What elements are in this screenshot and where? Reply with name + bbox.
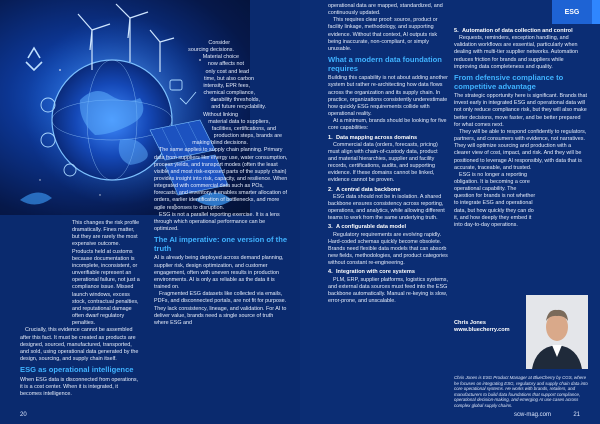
author-bio: Chris Jones is ESG Product Manager at BlueCherry by CGS, where he focuses on integrating ESG, regulatory and supply chain data into core operational systems. He works with brands, retailers, and manufacturers to build data foundations that support compliance, operational decision-making, and emerging AI use cases across complex global supply chains.: [454, 375, 588, 408]
wrap-line: and future recyclability.: [211, 104, 266, 111]
right-col1-para-4: At a minimum, brands should be looking for five core capabilities:: [328, 118, 447, 132]
author-photo: [526, 295, 588, 369]
wrap-line: durability thresholds,: [210, 97, 260, 104]
author-website-link[interactable]: www.bluecherry.com: [454, 327, 510, 333]
left-col1-para-1: This changes the risk profile dramatically. Fines matter, but they are rarely the most expensive outcome. Products held at customs because documentation is incomplete, inconsistent, or unverifiable represent an operational failure, not just a compliance issue. Missed launch windows, excess stock, contractual penalties, and reputational damage often dwarf regulatory penalties.: [72, 220, 140, 327]
capability-1-body: Commercial data (orders, forecasts, pricing) must align with chain-of-custody data, product and material hierarchies, supplier and facility records, certifications, audits, and supporting evidence. If these domains cannot be linked, evidence cannot be proven.: [328, 141, 438, 184]
right-col1-para-2: This requires clear proof: source, product or facility linkage, methodology, and supporting evidence. Without that context, AI outputs risk being inaccurate, non-compliant, or simply unusable.: [328, 17, 438, 52]
wrap-line: intensity, EPR fees,: [203, 82, 250, 89]
capability-2-body: ESG data should not be in isolation. A shared backbone ensures consistency across reporting, operations, and analytics, while allowing different teams to work from the same underlying truth.: [328, 193, 445, 222]
left-col1-para-2: Crucially, this evidence cannot be assembled after this fact. It must be created as products are designed, sourced, manufactured, transported, and sold, using operational data generated by the design, sourcing, and supply chain itself.: [20, 327, 139, 362]
wrap-line: Consider: [208, 40, 230, 46]
right-col1-heading: What a modern data foundation requires: [328, 55, 442, 73]
capability-5-title: [454, 28, 588, 35]
left-col2-para-2: ESG is not a parallel reporting exercise. It is a lens through which operational performance can be optimized.: [154, 211, 280, 233]
capability-2-num: 2.: [328, 186, 333, 193]
section-tag: [552, 0, 592, 24]
author-box: [454, 295, 588, 408]
wrap-line: facilities, certifications, and: [211, 125, 276, 132]
capability-5-body: Requests, reminders, exception handling, and validation workflows are essential, particularly when dealing with multi-tier supplier networks. Automation reduces friction for brands and suppliers while improving data completeness and quality.: [454, 35, 579, 70]
capability-3-num: 3.: [328, 224, 333, 231]
wrap-line: material data to suppliers,: [208, 118, 270, 125]
capability-5-title-text: Automation of data collection and control: [462, 28, 573, 34]
website-footer: scw-mag.com: [514, 412, 552, 418]
right-col-2: [454, 28, 588, 229]
capability-4-num: 4.: [328, 269, 333, 276]
right-page-number: 21: [573, 412, 580, 418]
capability-4-title-text: Integration with core systems: [336, 269, 415, 276]
section-tag-bar: [592, 0, 600, 24]
left-col1-para-3: When ESG data is disconnected from operations, it is a cost center. When it is integrated, it becomes intelligence.: [20, 376, 139, 398]
wrap-line: chemical compliance,: [203, 90, 255, 97]
right-col1-para-1: operational data are mapped, standardized, and continuously updated.: [328, 3, 443, 17]
capability-1-num: 1.: [328, 134, 333, 141]
left-col2-wrapped-text: [154, 40, 288, 147]
wrap-line: making blind decisions.: [192, 140, 248, 147]
right-col2-heading: From defensive compliance to competitive advantage: [454, 72, 564, 91]
left-col1-heading: ESG as operational intelligence: [20, 365, 134, 375]
wrap-line: now affects not: [207, 61, 244, 68]
right-col2-para-2: They will be able to respond confidently to regulators, partners, and consumers with evidence, not narratives. They will optimize sourcing and production with a clearer view of cost, impact, and risk. And they will be positioned to leverage AI responsibly, with data that is accurate, traceable, and trusted.: [454, 128, 587, 171]
wrap-line: time, but also carbon: [203, 75, 254, 82]
left-col-2: [154, 40, 288, 327]
right-col2-para-3: ESG is no longer a reporting obligation. It is becoming a core operational capability. The question for brands is not whether to integrate ESG and operational data, but how quickly they can do it, and how deeply they embed it into day-to-day operations.: [454, 171, 536, 228]
wrap-line: only cost and lead: [205, 68, 249, 75]
capability-3-title-text: A configurable data model: [336, 224, 407, 231]
wrap-line: sourcing decisions.: [188, 47, 234, 54]
left-col2-para-4: Fragmented ESG datasets like collected via emails, PDFs, and disconnected portals, are not fit for purpose. They lack consistency, lineage, and validation. For AI to deliver value, brands need a single source of truth where ESG and: [154, 291, 287, 326]
left-page-number: 20: [20, 412, 27, 418]
left-col-1: [20, 220, 140, 398]
capability-2-title: [328, 187, 448, 194]
wrap-line: Material choice: [202, 54, 239, 61]
author-name: Chris Jones: [454, 320, 487, 326]
capability-3-title: [328, 224, 448, 231]
capability-1-title: [328, 135, 448, 142]
capability-4-title: [328, 269, 448, 276]
capability-2-title-text: A central data backbone: [336, 186, 401, 193]
right-page: [300, 0, 600, 424]
capability-1-title-text: Data mapping across domains: [336, 134, 418, 141]
left-col2-heading: The AI imperative: one version of the truth: [154, 235, 288, 253]
wrap-line: production steps, brands are: [213, 133, 282, 140]
right-col-1: [328, 3, 448, 305]
wrap-line: Without linking: [202, 111, 238, 118]
capability-3-body: Regulatory requirements are evolving rapidly. Hard-coded schemas quickly become obsolete. Brands need flexible data models that can absorb new fields, methodologies, and product categories without constant re-engineering.: [328, 231, 448, 267]
right-col2-para-1: The strategic opportunity here is significant. Brands that invest early in integrated ESG and operational data will not only reduce compliance risk, but they will also make better decisions, move faster, and be better prepared for what comes next.: [454, 93, 588, 128]
capability-4-body: PLM, ERP, supplier platforms, logistics systems, and external data sources must feed into the ESG backbone automatically. Manual re-keying is slow, error-prone, and unscalable.: [328, 276, 448, 304]
left-col2-para-3: AI is already being deployed across demand planning, supplier risk, design optimization, and customer engagement, often with uneven results in production environments. AI is only as reliable as the data it is trained on.: [154, 255, 284, 291]
left-col2-para-1: The same applies to supply chain planning. Primary data from suppliers like energy use, water consumption, process yields, and transport modes (often the least visible and most risk-exposed parts of the supply chain) provides insight into risk, capacity, and resilience. When integrated with commercial data such as POs, forecasts, and inventory, it enables smarter allocation of orders, earlier identification of bottlenecks, and more agile responses to disruption.: [154, 147, 288, 211]
section-tag-label: ESG: [564, 9, 580, 16]
right-col1-para-3: Building this capability is not about adding another system but rather re-architecting how data flows across the organization and its supply chain. In practice, organizations consistently underestimate how quickly ESG requirements collide with operational reality.: [328, 75, 448, 118]
capability-5-num: 5.: [454, 28, 459, 34]
